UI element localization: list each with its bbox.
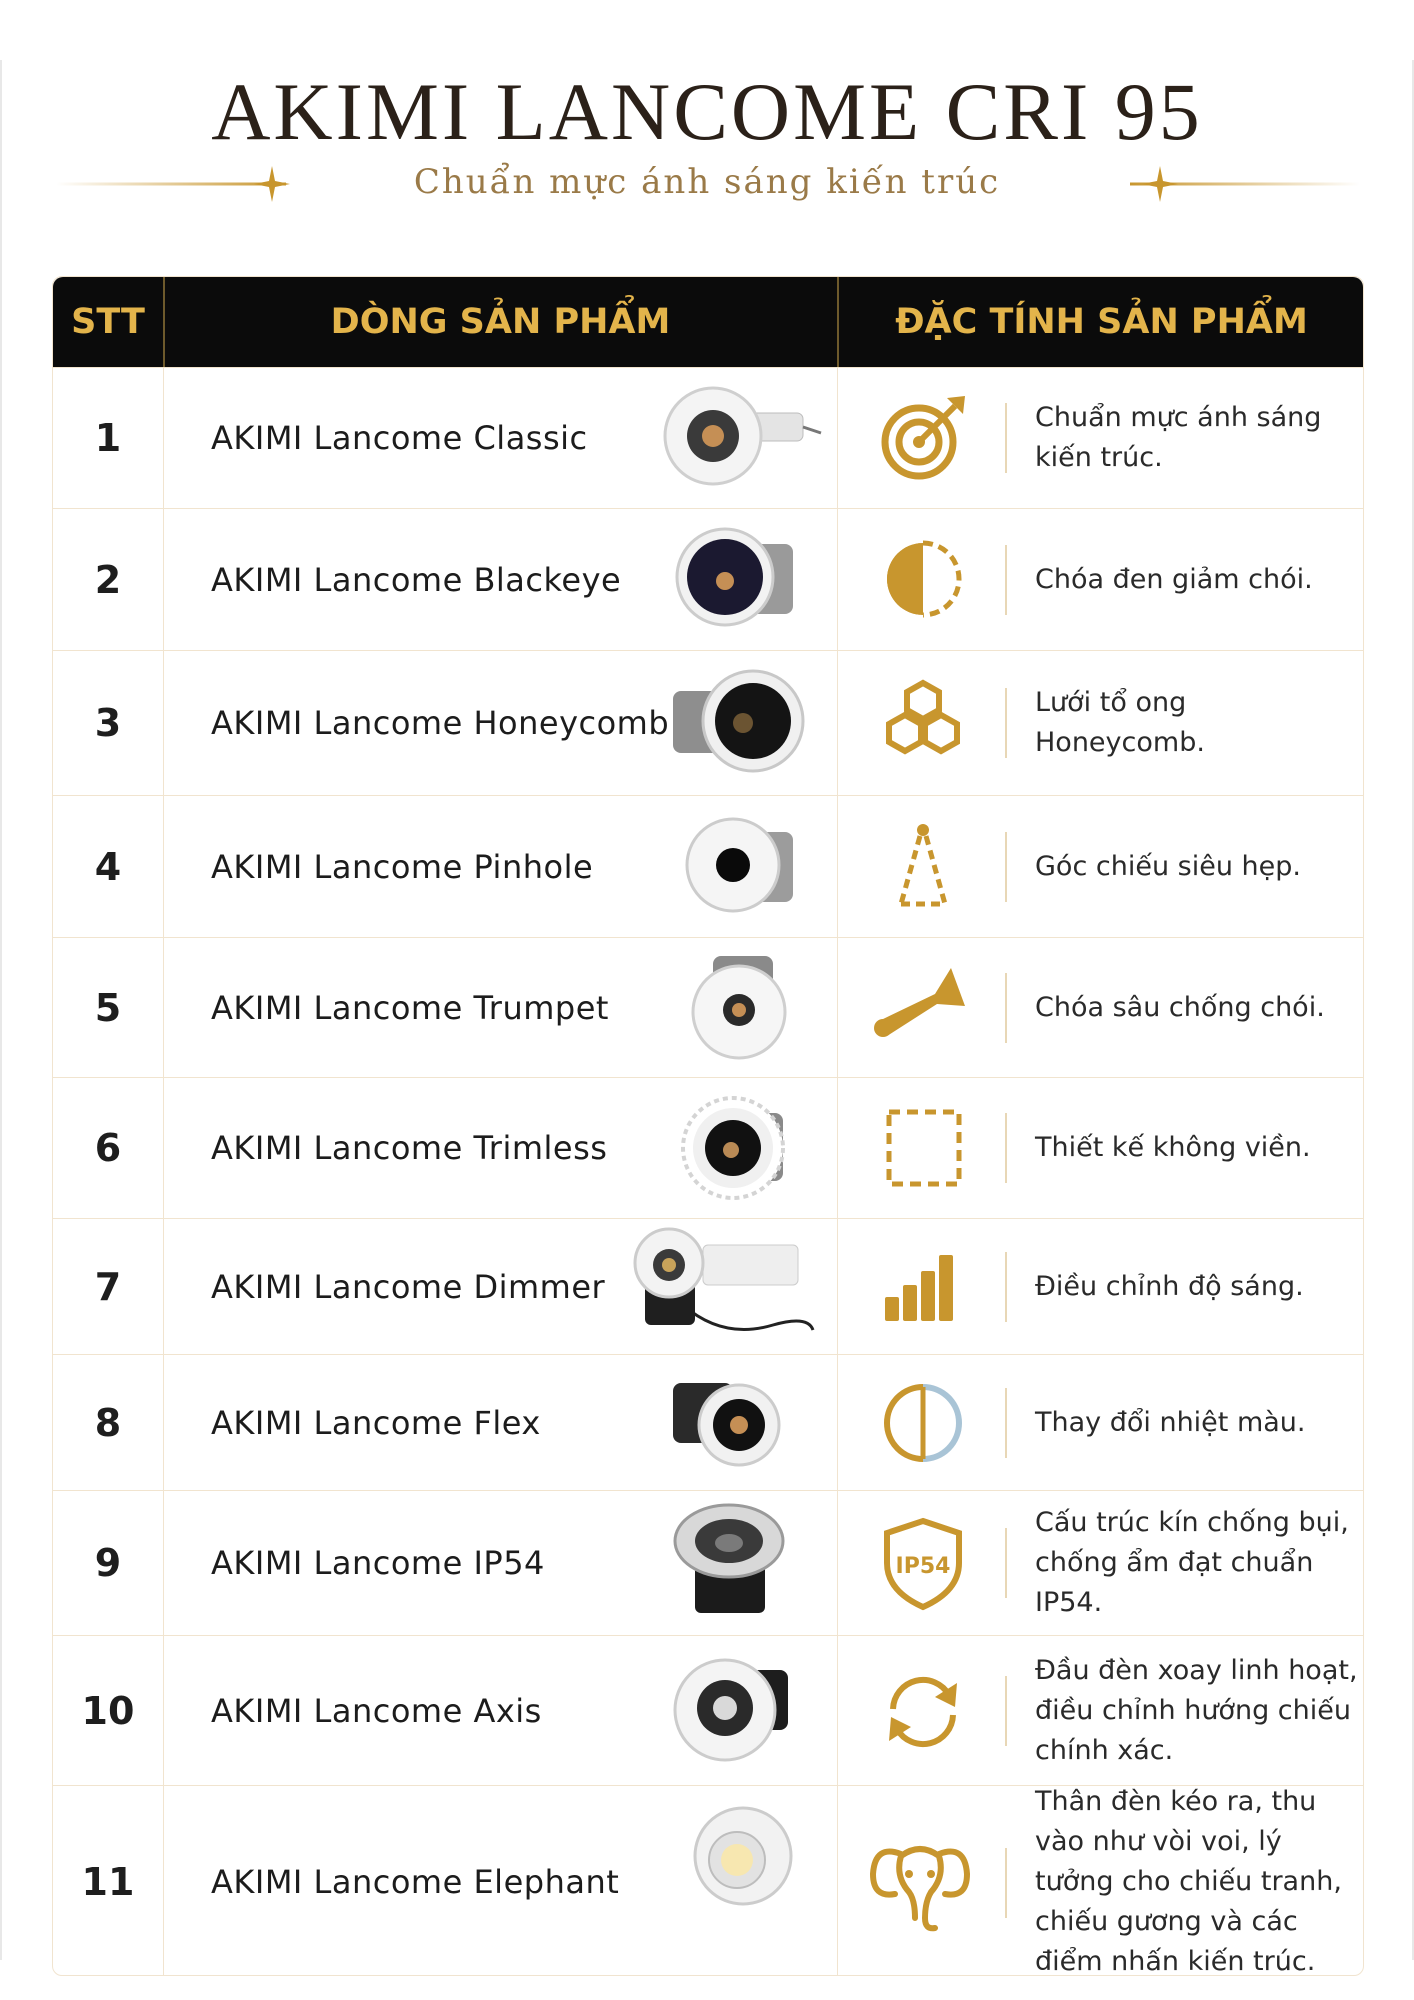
row-number: 3	[94, 701, 122, 745]
elephant-icon	[865, 1828, 975, 1938]
row-number: 6	[94, 1126, 122, 1170]
table-row	[53, 508, 1363, 650]
rotate-arrows-icon	[873, 1661, 973, 1761]
product-table	[52, 276, 1364, 1976]
feature-divider	[1005, 1848, 1007, 1918]
feature-divider	[1005, 1676, 1007, 1746]
feature-text: Chuẩn mực ánh sáng kiến trúc.	[1035, 402, 1322, 473]
downlight-honeycomb-image	[653, 663, 823, 783]
shield-ip54-icon	[873, 1513, 973, 1613]
product-name: AKIMI Lancome Pinhole	[211, 847, 594, 886]
target-icon	[873, 388, 973, 488]
downlight-elephant-image	[653, 1800, 823, 1920]
row-number: 10	[81, 1688, 135, 1733]
product-name: AKIMI Lancome Honeycomb	[211, 704, 670, 742]
table-row	[53, 1354, 1363, 1490]
feature-divider	[1005, 403, 1007, 473]
feature-divider	[1005, 1252, 1007, 1322]
column-header-feature: ĐẶC TÍNH SẢN PHẨM	[895, 302, 1308, 342]
downlight-trumpet-image	[653, 946, 823, 1066]
page-edge	[0, 60, 2, 1960]
page-subtitle: Chuẩn mực ánh sáng kiến trúc	[413, 162, 1001, 202]
feature-text: Chóa sâu chống chói.	[1035, 991, 1325, 1023]
column-header-stt: STT	[71, 302, 145, 342]
feature-divider	[1005, 545, 1007, 615]
gold-star-ornament-icon	[1120, 164, 1360, 204]
row-number: 8	[94, 1400, 122, 1445]
downlight-axis-image	[653, 1650, 823, 1770]
product-name: AKIMI Lancome Flex	[211, 1403, 541, 1442]
color-temperature-icon	[873, 1373, 973, 1473]
downlight-ip54-image	[653, 1501, 823, 1621]
table-row	[53, 795, 1363, 937]
feature-text: Thiết kế không viền.	[1035, 1132, 1311, 1163]
product-name: AKIMI Lancome Dimmer	[211, 1267, 606, 1306]
feature-text: Cấu trúc kín chống bụi, chống ẩm đạt chuẩn IP54.	[1035, 1507, 1349, 1618]
signal-bars-icon	[873, 1237, 973, 1337]
feature-divider	[1005, 1388, 1007, 1458]
table-row	[53, 1785, 1363, 1977]
gold-star-ornament-icon	[56, 164, 296, 204]
downlight-flex-image	[653, 1363, 823, 1483]
dashed-square-icon	[873, 1098, 973, 1198]
product-name: AKIMI Lancome Trumpet	[211, 988, 609, 1027]
table-row	[53, 367, 1363, 508]
table-row	[53, 937, 1363, 1077]
product-name: AKIMI Lancome Blackeye	[211, 560, 622, 599]
feature-text: Lưới tổ ong Honeycomb.	[1035, 687, 1205, 758]
table-row	[53, 650, 1363, 795]
narrow-beam-icon	[873, 816, 973, 916]
table-row	[53, 1077, 1363, 1218]
row-number: 1	[94, 416, 122, 460]
shield-label: IP54	[895, 1554, 951, 1579]
feature-text: Thay đổi nhiệt màu.	[1035, 1406, 1306, 1438]
row-number: 11	[81, 1859, 135, 1904]
downlight-blackeye-image	[653, 519, 823, 639]
feature-text: Đầu đèn xoay linh hoạt, điều chỉnh hướng chiếu chính xác.	[1035, 1654, 1358, 1766]
feature-divider	[1005, 1113, 1007, 1183]
row-number: 5	[94, 985, 122, 1030]
table-row	[53, 1218, 1363, 1354]
honeycomb-icon	[873, 673, 973, 773]
product-name: AKIMI Lancome IP54	[211, 1544, 545, 1582]
feature-text: Chóa đen giảm chói.	[1035, 563, 1313, 595]
table-row	[53, 1635, 1363, 1785]
product-name: AKIMI Lancome Axis	[211, 1691, 542, 1730]
row-number: 2	[94, 557, 122, 602]
feature-text: Thân đèn kéo ra, thu vào như vòi voi, lý tưởng cho chiếu tranh, chiếu gương và các điểm nhấn kiến trúc.	[1035, 1785, 1342, 1977]
feature-text: Góc chiếu siêu hẹp.	[1035, 850, 1301, 882]
half-moon-icon	[873, 529, 973, 629]
feature-divider	[1005, 1528, 1007, 1598]
table-row	[53, 1490, 1363, 1635]
feature-divider	[1005, 832, 1007, 902]
product-name: AKIMI Lancome Classic	[211, 419, 588, 457]
downlight-trimless-image	[653, 1088, 823, 1208]
row-number: 9	[94, 1541, 122, 1585]
table-header	[53, 277, 1363, 367]
feature-divider	[1005, 973, 1007, 1043]
downlight-classic-image	[653, 378, 823, 498]
downlight-pinhole-image	[653, 807, 823, 927]
trumpet-icon	[873, 958, 973, 1058]
row-number: 7	[94, 1264, 122, 1309]
row-number: 4	[94, 844, 122, 889]
page-title: AKIMI LANCOME CRI 95	[211, 66, 1203, 157]
feature-divider	[1005, 688, 1007, 758]
downlight-dimmer-image	[623, 1225, 823, 1345]
product-name: AKIMI Lancome Elephant	[211, 1862, 620, 1901]
product-name: AKIMI Lancome Trimless	[211, 1129, 608, 1167]
column-header-product: DÒNG SẢN PHẨM	[330, 302, 671, 342]
feature-text: Điều chỉnh độ sáng.	[1035, 1270, 1304, 1302]
